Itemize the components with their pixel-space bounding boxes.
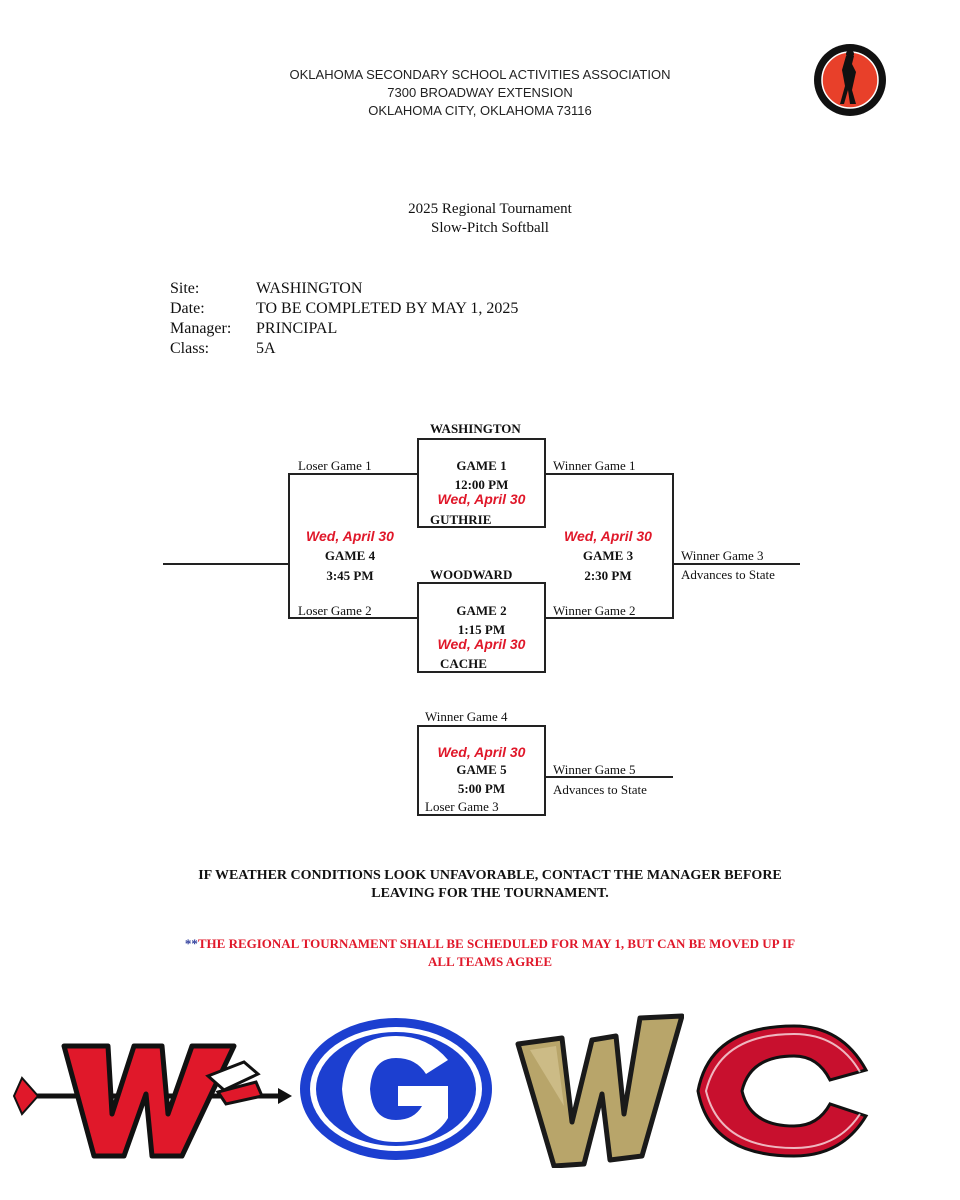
winner-game5-label: Winner Game 5 xyxy=(553,762,636,777)
info-row-site xyxy=(170,279,518,299)
info-value: 5A xyxy=(256,340,276,357)
team-guthrie: GUTHRIE xyxy=(430,512,492,527)
guthrie-letter: G xyxy=(1,1176,3,1177)
game3-time: 2:30 PM xyxy=(584,568,632,583)
game3-right-bar xyxy=(672,473,674,619)
tournament-title xyxy=(330,200,650,238)
info-label: Manager: xyxy=(170,320,232,337)
washington-letter: W xyxy=(0,1176,1,1177)
info-label: Date: xyxy=(170,300,205,317)
advances-to-state-label-1: Advances to State xyxy=(681,567,775,582)
info-row-class xyxy=(170,339,518,359)
logo-washington xyxy=(12,1018,292,1168)
game5-date: Wed, April 30 xyxy=(437,744,526,760)
team-cache: CACHE xyxy=(440,656,487,671)
game2-date: Wed, April 30 xyxy=(437,636,526,652)
info-label: Class: xyxy=(170,340,210,357)
team-woodward: WOODWARD xyxy=(430,567,513,582)
game5-time: 5:00 PM xyxy=(457,781,506,796)
game4-left-bar xyxy=(288,473,290,619)
logo-cache xyxy=(690,1018,876,1164)
tournament-year-title: 2025 Regional Tournament xyxy=(408,201,572,217)
game3-date: Wed, April 30 xyxy=(564,528,652,544)
tournament-sport: Slow-Pitch Softball xyxy=(431,220,549,236)
loser-game1-label: Loser Game 1 xyxy=(298,458,372,473)
winner-game1-label: Winner Game 1 xyxy=(553,458,636,473)
game4-out-line xyxy=(163,563,289,565)
loser-game3-label: Loser Game 3 xyxy=(425,799,499,814)
woodward-letter: W xyxy=(2,1176,4,1177)
game3-name: GAME 3 xyxy=(582,548,634,563)
info-value: WASHINGTON xyxy=(256,280,363,297)
game2-time: 1:15 PM xyxy=(457,622,506,637)
info-value: PRINCIPAL xyxy=(256,320,338,337)
guthrie-logo-icon xyxy=(298,1016,494,1162)
info-row-date xyxy=(170,299,518,319)
logo-woodward xyxy=(512,1010,684,1168)
ossaa-seal-icon xyxy=(812,42,888,118)
team-washington: WASHINGTON xyxy=(430,421,521,436)
info-block xyxy=(170,279,518,359)
winner-game2-label: Winner Game 2 xyxy=(553,603,636,618)
schedule-notice-text: THE REGIONAL TOURNAMENT SHALL BE SCHEDULED FOR MAY 1, BUT CAN BE MOVED UP IF ALL TEAMS AGREE xyxy=(197,936,796,969)
game5-name: GAME 5 xyxy=(456,762,507,777)
logo-guthrie xyxy=(298,1016,494,1162)
association-address: 7300 BROADWAY EXTENSION xyxy=(387,85,573,100)
association-header xyxy=(240,66,720,120)
winner-game3-label: Winner Game 3 xyxy=(681,548,764,563)
winner-game4-label: Winner Game 4 xyxy=(425,709,508,724)
info-row-manager xyxy=(170,319,518,339)
association-city: OKLAHOMA CITY, OKLAHOMA 73116 xyxy=(368,103,592,118)
cache-logo-icon xyxy=(690,1018,876,1164)
info-label: Site: xyxy=(170,280,200,297)
game4-name: GAME 4 xyxy=(324,548,376,563)
schedule-notice xyxy=(180,935,800,971)
washington-logo-icon xyxy=(12,1018,292,1168)
woodward-logo-icon xyxy=(512,1010,684,1168)
game4-date: Wed, April 30 xyxy=(306,528,394,544)
ossaa-seal xyxy=(812,42,888,118)
notice-stars: ** xyxy=(184,936,198,951)
logo-letters xyxy=(0,1176,960,1194)
game4-time: 3:45 PM xyxy=(326,568,374,583)
weather-notice: IF WEATHER CONDITIONS LOOK UNFAVORABLE, CONTACT THE MANAGER BEFORE LEAVING FOR THE TOURNAMENT. xyxy=(198,868,782,901)
association-name: OKLAHOMA SECONDARY SCHOOL ACTIVITIES ASSOCIATION xyxy=(289,67,671,82)
game1-time: 12:00 PM xyxy=(454,477,509,492)
game1-name: GAME 1 xyxy=(456,458,507,473)
loser-game2-label: Loser Game 2 xyxy=(298,603,372,618)
cache-letter: C xyxy=(3,1176,5,1177)
game1-date: Wed, April 30 xyxy=(437,491,526,507)
game2-name: GAME 2 xyxy=(456,603,507,618)
info-value: TO BE COMPLETED BY MAY 1, 2025 xyxy=(256,300,519,317)
advances-to-state-label-2: Advances to State xyxy=(553,782,647,797)
